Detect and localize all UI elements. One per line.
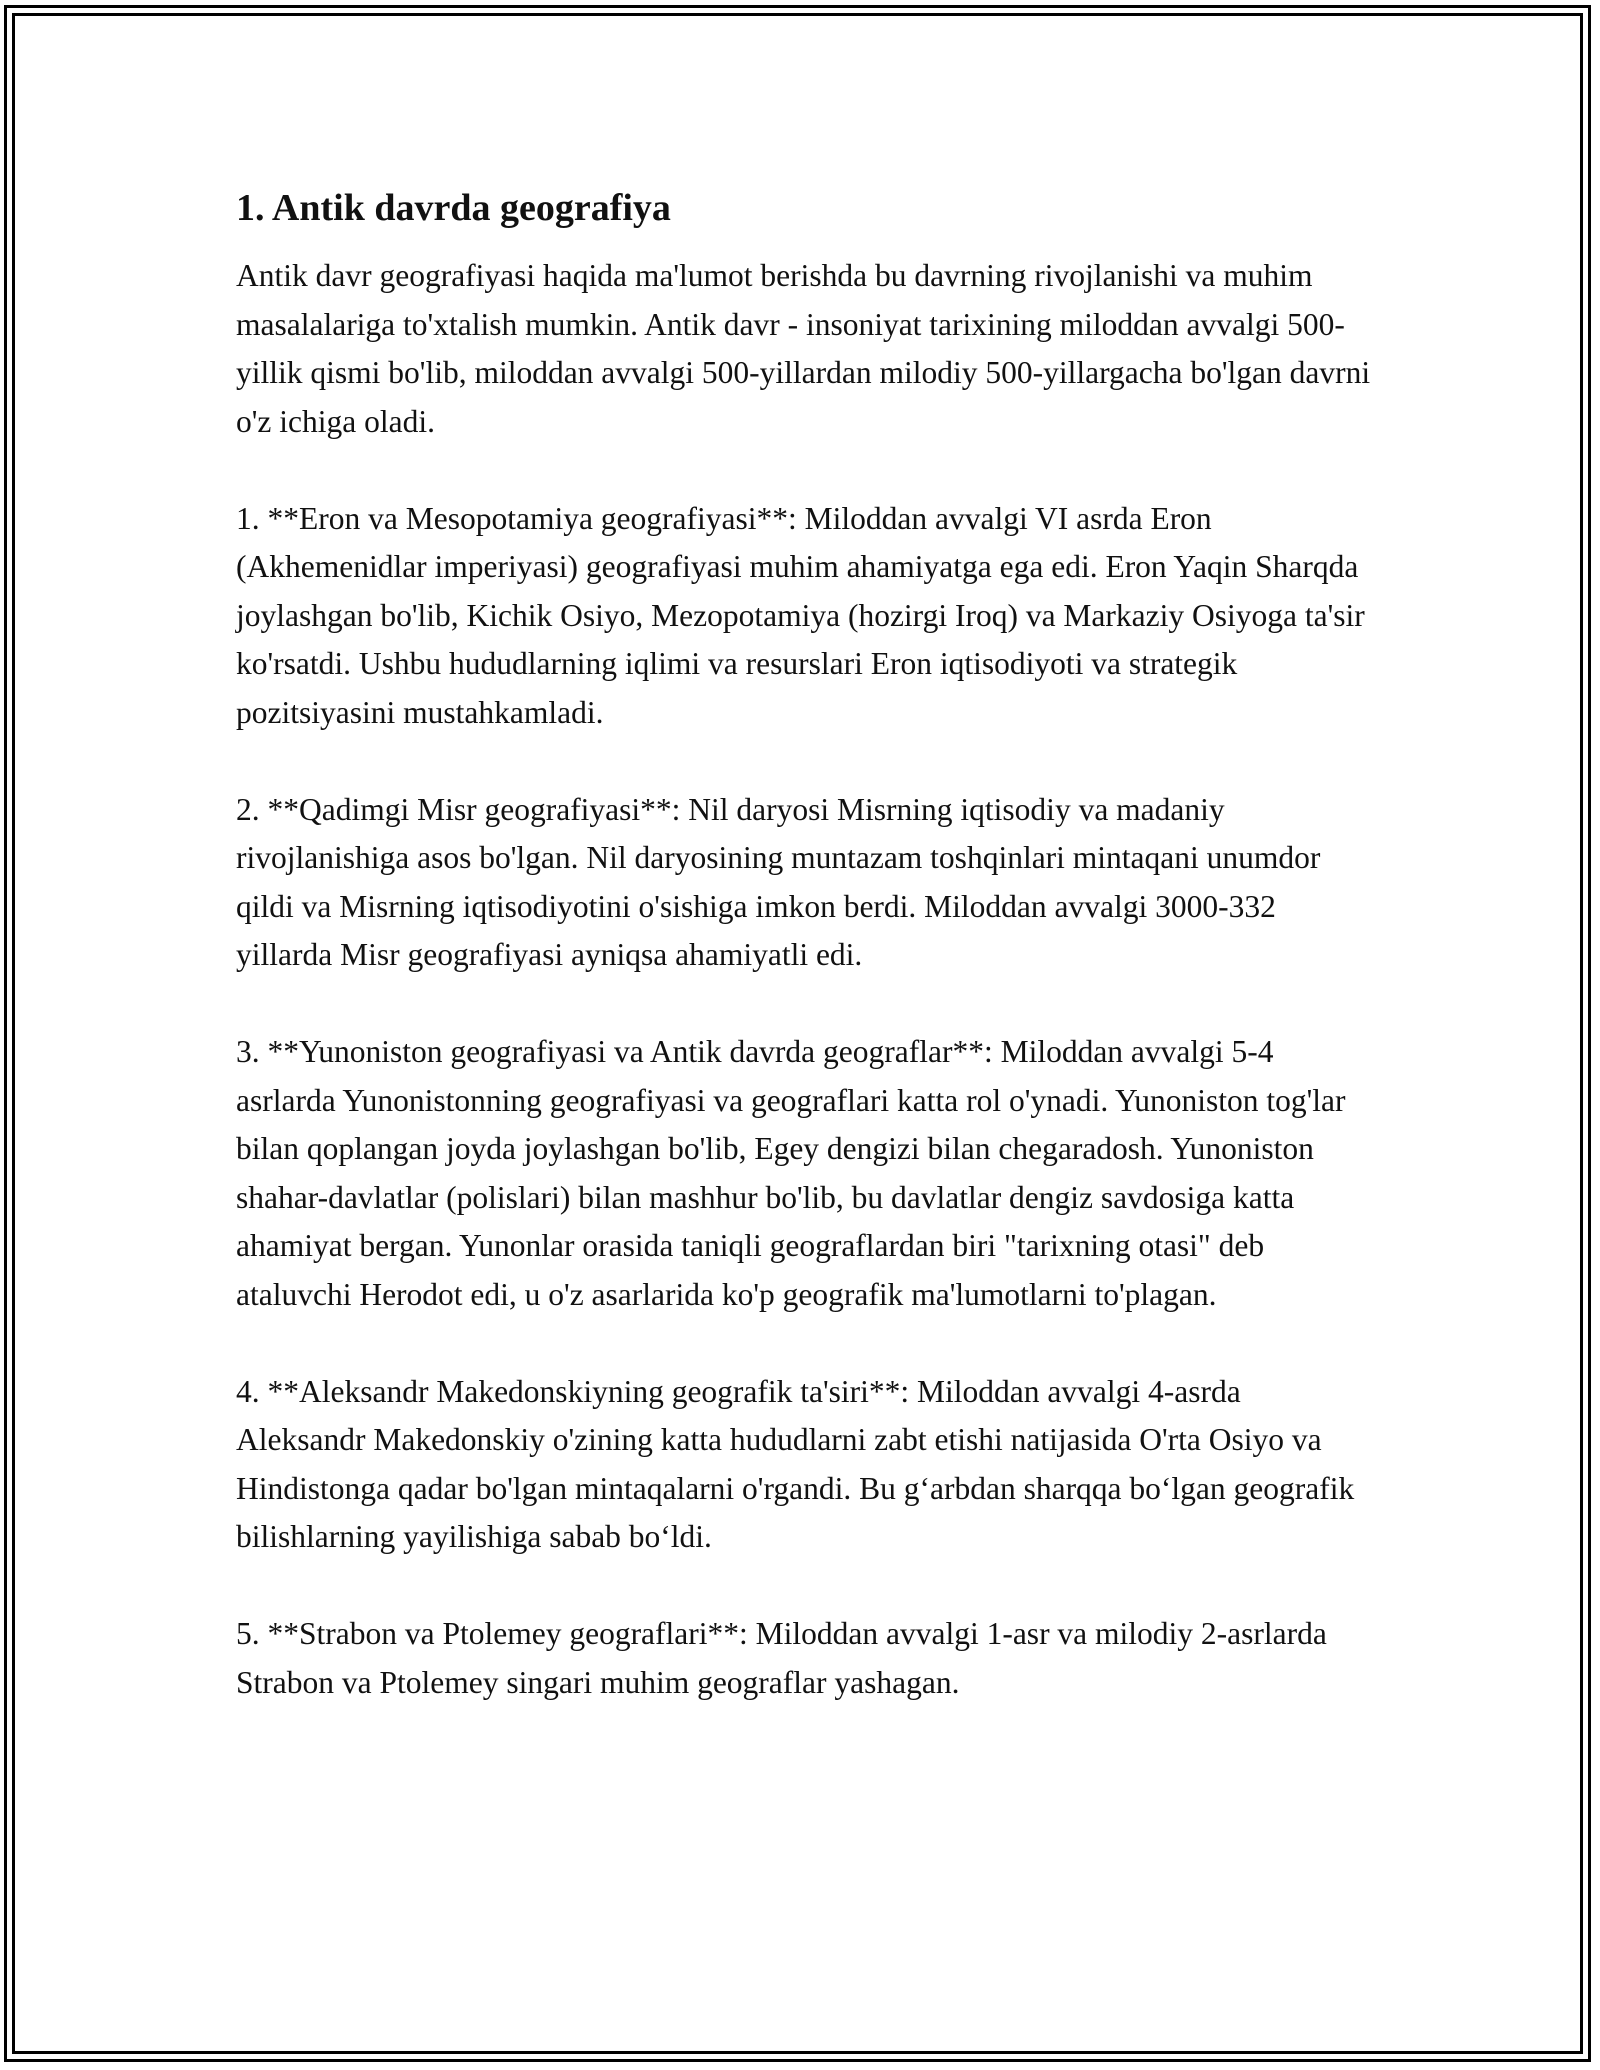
section-paragraph-3: 3. **Yunoniston geografiyasi va Antik davrda geograflar**: Miloddan avvalgi 5-4 asrlarda Yunonistonning geografiyasi va geograflari katta rol o'ynadi. Yunoniston tog'lar bilan qoplangan joyda joylashgan bo'lib, Egey dengizi bilan chegaradosh. Yunoniston shahar-davlatlar (polislari) bilan mashhur bo'lib, bu davlatlar dengiz savdosiga katta ahamiyat bergan. Yunonlar orasida taniqli geograflardan biri "tarixning otasi" deb ataluvchi Herodot edi, u o'z asarlarida ko'p geografik ma'lumotlarni to'plagan.: [236, 1034, 1346, 1312]
document-body: [236, 184, 1376, 1707]
section-paragraph-4: 4. **Aleksandr Makedonskiyning geografik ta'siri**: Miloddan avvalgi 4-asrda Aleksandr Makedonskiy o'zining katta hududlarni zabt etishi natijasida O'rta Osiyo va Hindistonga qadar bo'lgan mintaqalarni o'rgandi. Bu g‘arbdan sharqqa bo‘lgan geografik bilishlarning yayilishiga sabab bo‘ldi.: [236, 1373, 1355, 1554]
section-paragraph-1: 1. **Eron va Mesopotamiya geografiyasi**: Miloddan avvalgi VI asrda Eron (Akhemenidlar imperiyasi) geografiyasi muhim ahamiyatga ega edi. Eron Yaqin Sharqda joylashgan bo'lib, Kichik Osiyo, Mezopotamiya (hozirgi Iroq) va Markaziy Osiyoga ta'sir ko'rsatdi. Ushbu hududlarning iqlimi va resurslari Eron iqtisodiyoti va strategik pozitsiyasini mustahkamladi.: [236, 500, 1365, 730]
intro-paragraph: Antik davr geografiyasi haqida ma'lumot berishda bu davrning rivojlanishi va muhim masalalariga to'xtalish mumkin. Antik davr - insoniyat tarixining miloddan avvalgi 500-yillik qismi bo'lib, miloddan avvalgi 500-yillardan milodiy 500-yillargacha bo'lgan davrni o'z ichiga oladi.: [236, 258, 1371, 439]
section-paragraph-2: 2. **Qadimgi Misr geografiyasi**: Nil daryosi Misrning iqtisodiy va madaniy rivojlanishiga asos bo'lgan. Nil daryosining muntazam toshqinlari mintaqani unumdor qildi va Misrning iqtisodiyotini o'sishiga imkon berdi. Miloddan avvalgi 3000-332 yillarda Misr geografiyasi ayniqsa ahamiyatli edi.: [236, 791, 1321, 972]
page-title: 1. Antik davrda geografiya: [236, 187, 671, 229]
section-paragraph-5: 5. **Strabon va Ptolemey geograflari**: Miloddan avvalgi 1-asr va milodiy 2-asrlarda Strabon va Ptolemey singari muhim geograflar yashagan.: [236, 1616, 1327, 1700]
